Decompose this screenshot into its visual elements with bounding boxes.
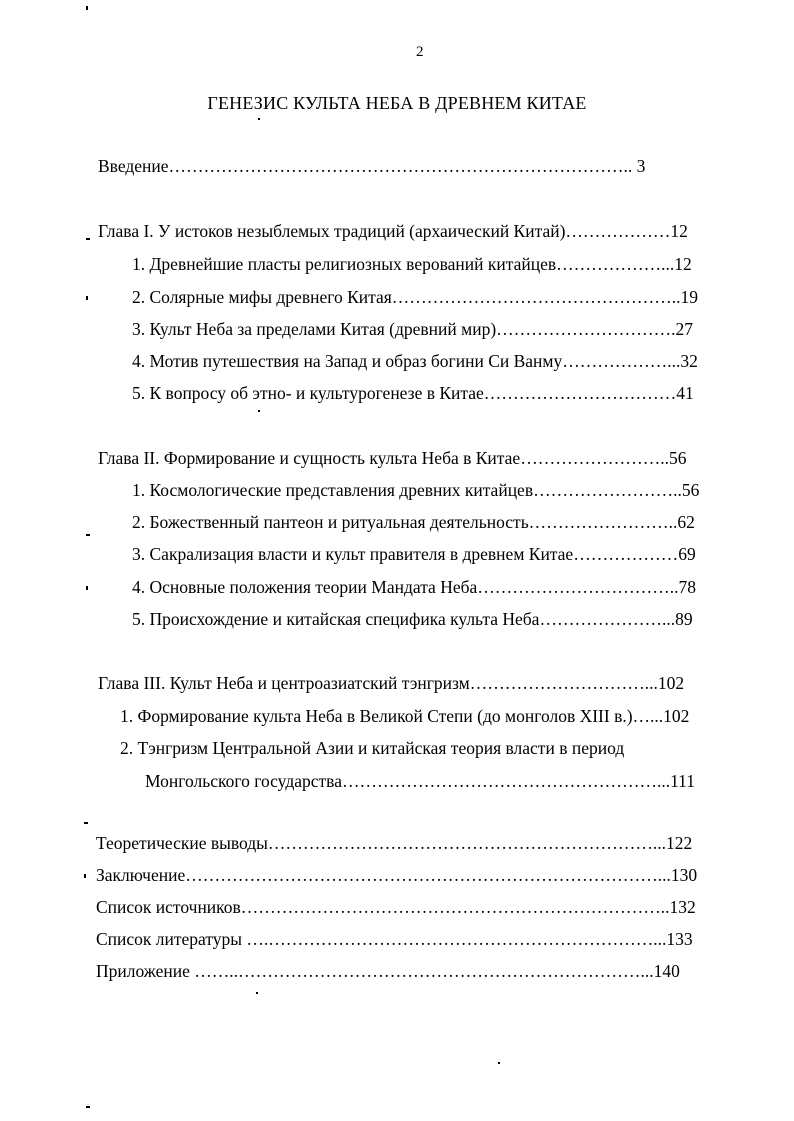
toc-chapter-3-heading: Глава III. Культ Неба и центроазиатский тэнгризм…………………………...102 bbox=[98, 673, 685, 693]
toc-back-matter-5: Приложение ……..……………………………………………………………...140 bbox=[96, 961, 680, 981]
scan-speck bbox=[86, 296, 88, 300]
scan-speck bbox=[258, 118, 260, 120]
scan-speck bbox=[258, 410, 260, 412]
toc-back-matter-1: Теоретические выводы…………………………………………………………...122 bbox=[96, 833, 693, 853]
toc-chapter-1-heading: Глава I. У истоков незыблемых традиций (архаический Китай)………………12 bbox=[98, 221, 688, 241]
scan-speck bbox=[256, 992, 258, 994]
toc-chapter-3-item-2-continuation: Монгольского государства………………………………………………...111 bbox=[145, 771, 696, 791]
toc-chapter-3-item-1: 1. Формирование культа Неба в Великой Степи (до монголов XIII в.)…...102 bbox=[120, 706, 690, 726]
toc-chapter-2-heading: Глава II. Формирование и сущность культа Неба в Китае……………………..56 bbox=[98, 448, 687, 468]
toc-back-matter-4: Список литературы ….…………………………………………………………...133 bbox=[96, 929, 693, 949]
page-number: 2 bbox=[416, 44, 424, 60]
scan-speck bbox=[86, 534, 90, 536]
scan-speck bbox=[86, 586, 88, 590]
toc-intro: Введение…………………………………………………………………….. 3 bbox=[98, 156, 646, 176]
toc-back-matter-2: Заключение………………………………………………………………………...130 bbox=[96, 865, 698, 885]
toc-chapter-2-item-1: 1. Космологические представления древних китайцев……………………..56 bbox=[132, 480, 700, 500]
toc-chapter-1-item-4: 4. Мотив путешествия на Запад и образ богини Си Ванму………………...32 bbox=[132, 351, 698, 371]
scan-speck bbox=[84, 874, 86, 878]
toc-chapter-3-item-2: 2. Тэнгризм Центральной Азии и китайская теория власти в период bbox=[120, 738, 625, 758]
toc-chapter-1-item-5: 5. К вопросу об этно- и культурогенезе в Китае……………………………41 bbox=[132, 383, 694, 403]
toc-chapter-2-item-3: 3. Сакрализация власти и культ правителя в древнем Китае………………69 bbox=[132, 544, 696, 564]
toc-chapter-1-item-2: 2. Солярные мифы древнего Китая…………………………………………..19 bbox=[132, 287, 699, 307]
page-title: ГЕНЕЗИС КУЛЬТА НЕБА В ДРЕВНЕМ КИТАЕ bbox=[207, 93, 587, 113]
toc-chapter-1-item-3: 3. Культ Неба за пределами Китая (древний мир)………………………….27 bbox=[132, 319, 694, 339]
scan-speck bbox=[84, 822, 88, 824]
scan-speck bbox=[498, 1062, 500, 1064]
toc-chapter-1-item-1: 1. Древнейшие пласты религиозных верований китайцев………………...12 bbox=[132, 254, 692, 274]
scan-speck bbox=[86, 6, 88, 10]
toc-chapter-2-item-5: 5. Происхождение и китайская специфика культа Неба…………………...89 bbox=[132, 609, 693, 629]
toc-back-matter-3: Список источников………………………………………………………………..132 bbox=[96, 897, 696, 917]
toc-chapter-2-item-2: 2. Божественный пантеон и ритуальная деятельность……………………..62 bbox=[132, 512, 695, 532]
scan-speck bbox=[86, 238, 90, 240]
toc-chapter-2-item-4: 4. Основные положения теории Мандата Неба……………………………..78 bbox=[132, 577, 697, 597]
scan-speck bbox=[86, 1106, 90, 1108]
